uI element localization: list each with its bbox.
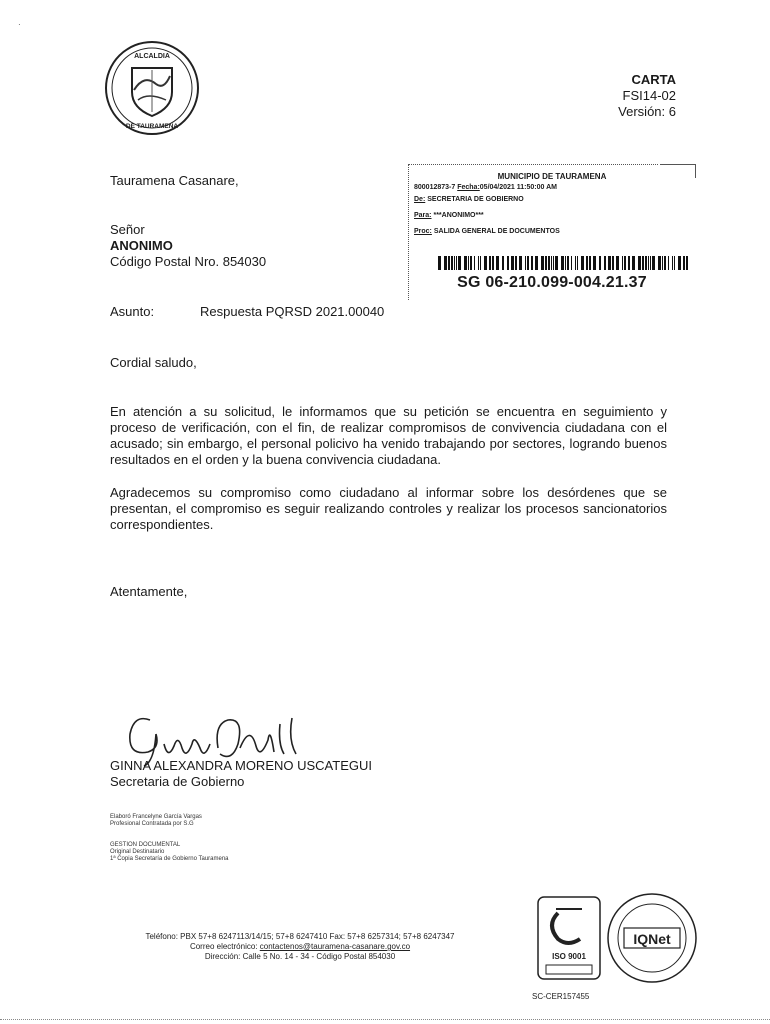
stamp-de-value: SECRETARIA DE GOBIERNO xyxy=(427,196,524,203)
stamp-para-value: ***ANONIMO*** xyxy=(433,212,484,219)
stamp-nit: 800012873-7 xyxy=(414,184,456,191)
subject-label: Asunto: xyxy=(110,304,155,319)
document-type: CARTA xyxy=(631,72,676,87)
stamp-proc xyxy=(414,228,560,235)
stamp-proc-label: Proc: xyxy=(414,228,432,235)
seal-top-text: ALCALDIA xyxy=(134,53,170,60)
body-paragraph-1: En atención a su solicitud, le informamos que su petición se encuentra en seguimiento y proceso de verificación, con el fin, de realizar compromisos de convivencia ciudadana con el acusado; sin embargo, el personal policivo ha venido trabajando por sectores, logrando buenos resultados en el orden y la buena convivencia ciudadana. xyxy=(110,404,667,467)
iqnet-label: IQNet xyxy=(633,931,671,947)
footer xyxy=(70,932,530,962)
recipient-title: Señor xyxy=(110,222,145,237)
stamp-nit-date xyxy=(414,184,557,191)
signer-name: GINNA ALEXANDRA MORENO USCATEGUI xyxy=(110,758,372,773)
note-line: GESTION DOCUMENTAL xyxy=(110,842,181,848)
stamp-radicado: SG 06-210.099-004.21.37 xyxy=(457,274,647,291)
footer-phones: Teléfono: PBX 57+8 6247113/14/15; 57+8 6247410 Fax: 57+8 6257314; 57+8 6247347 xyxy=(145,932,455,941)
letter-city: Tauramena Casanare, xyxy=(110,173,239,188)
body-paragraph-2: Agradecemos su compromiso como ciudadano al informar sobre los desórdenes que se presentan, el compromiso es seguir realizando controles y realizar los procesos sancionatorios correspondientes. xyxy=(110,485,667,532)
document-management-note xyxy=(110,842,229,863)
footer-email-link[interactable]: contactenos@tauramena-casanare.gov.co xyxy=(259,942,411,951)
iqnet-certification-icon xyxy=(606,892,698,984)
certificate-code: SC-CER157455 xyxy=(532,992,590,1001)
iso-label: ISO 9001 xyxy=(552,952,586,961)
document-header xyxy=(618,72,676,120)
document-code: FSI14-02 xyxy=(622,88,676,103)
stamp-para xyxy=(414,212,484,219)
footer-email-line xyxy=(70,942,530,952)
radicado-stamp xyxy=(408,164,696,300)
note-line: Original Destinatario xyxy=(110,849,165,855)
stamp-proc-value: SALIDA GENERAL DE DOCUMENTOS xyxy=(433,228,560,235)
subject-line xyxy=(110,304,385,319)
greeting: Cordial saludo, xyxy=(110,355,197,370)
note-line: 1ª Copia Secretaría de Gobierno Tauramena xyxy=(110,856,229,862)
stamp-de-label: De: xyxy=(414,196,426,203)
note-line: Profesional Contratada por S.G xyxy=(110,821,194,827)
stamp-fecha-label: Fecha: xyxy=(457,184,480,191)
footer-address: Dirección: Calle 5 No. 14 - 34 - Código Postal 854030 xyxy=(204,952,396,961)
stamp-municipality: MUNICIPIO DE TAURAMENA xyxy=(497,172,607,181)
scan-mark: · xyxy=(18,20,21,29)
stamp-para-label: Para: xyxy=(414,212,432,219)
seal-bottom-text: DE TAURAMENA xyxy=(125,123,179,130)
page-bottom-divider xyxy=(0,1019,770,1020)
iso-9001-certification-icon xyxy=(536,895,602,981)
elaboration-note xyxy=(110,814,202,828)
document-version: Versión: 6 xyxy=(618,104,676,119)
municipal-seal-icon xyxy=(104,40,200,136)
stamp-de xyxy=(414,196,524,203)
barcode-icon xyxy=(438,256,694,270)
note-line: Elaboró Francelyne García Vargas xyxy=(110,814,202,820)
signer-role: Secretaria de Gobierno xyxy=(110,774,245,789)
subject-value: Respuesta PQRSD 2021.00040 xyxy=(200,304,385,319)
stamp-fecha-value: 05/04/2021 11:50:00 AM xyxy=(479,184,557,191)
footer-email-label: Correo electrónico: xyxy=(189,942,258,951)
signer-block xyxy=(110,758,372,790)
recipient-postal: Código Postal Nro. 854030 xyxy=(110,254,267,269)
recipient-block xyxy=(110,222,266,270)
closing: Atentamente, xyxy=(110,584,188,599)
recipient-name: ANONIMO xyxy=(110,238,173,253)
